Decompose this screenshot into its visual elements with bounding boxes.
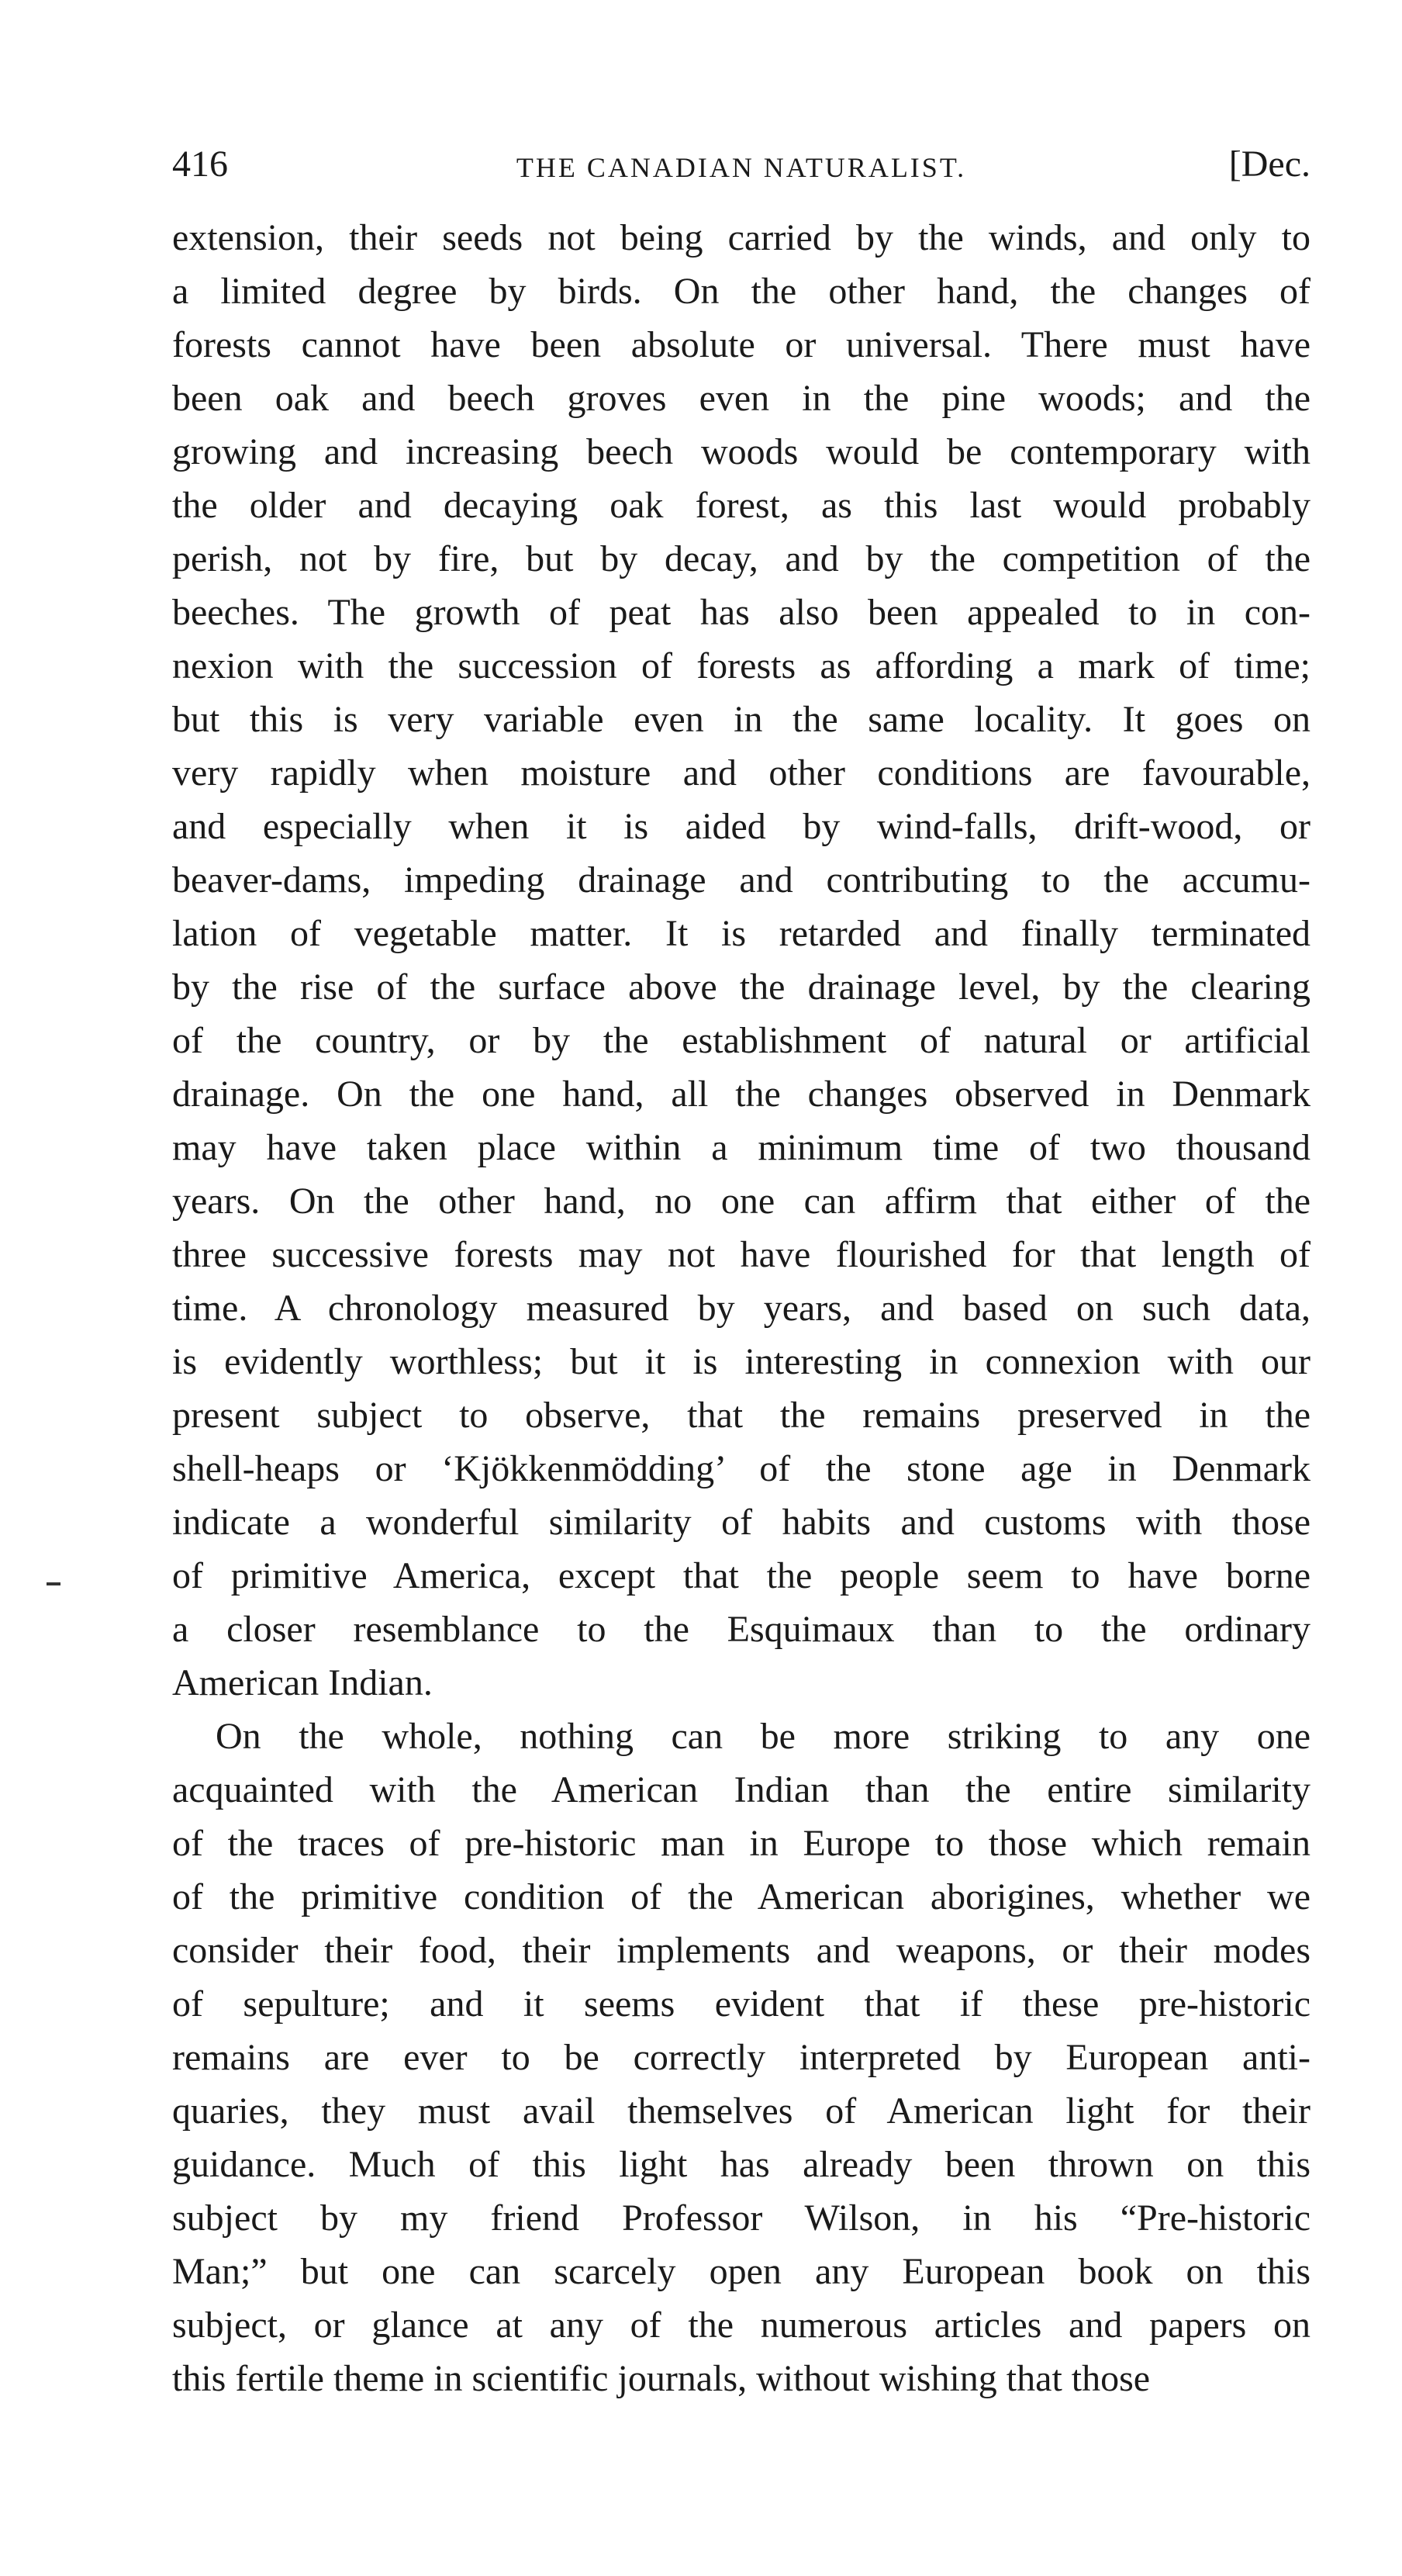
issue-date: [Dec. <box>1228 143 1310 185</box>
text-line: guidance. Much of this light has already been thrown on this <box>172 2144 1310 2185</box>
text-line: this fertile theme in scientific journals, without wishing that those <box>172 2358 1151 2399</box>
text-line: acquainted with the American Indian than the entire similarity <box>172 1769 1310 1810</box>
text-line: the older and decaying oak forest, as this last would probably <box>172 485 1310 526</box>
text-line: quaries, they must avail themselves of American light for their <box>172 2090 1310 2132</box>
text-line: remains are ever to be correctly interpreted by European anti- <box>172 2037 1310 2078</box>
text-line: and especially when it is aided by wind-falls, drift-wood, or <box>172 806 1310 847</box>
text-line: indicate a wonderful similarity of habits and customs with those <box>172 1502 1310 1543</box>
text-line: Man;” but one can scarcely open any European book on this <box>172 2251 1310 2292</box>
text-line: beeches. The growth of peat has also been appealed to in con- <box>172 592 1310 633</box>
text-line: drainage. On the one hand, all the changes observed in Denmark <box>172 1074 1310 1115</box>
margin-mark <box>47 1582 60 1585</box>
paragraph-1 <box>172 211 1310 1710</box>
text-line: a limited degree by birds. On the other hand, the changes of <box>172 271 1310 312</box>
text-line: On the whole, nothing can be more striking to any one <box>216 1716 1310 1757</box>
paragraph-2 <box>172 1710 1310 2405</box>
text-line: a closer resemblance to the Esquimaux than to the ordinary <box>172 1609 1310 1650</box>
text-line: American Indian. <box>172 1662 433 1703</box>
text-line: extension, their seeds not being carried by the winds, and only to <box>172 217 1310 258</box>
text-line: of primitive America, except that the people seem to have borne <box>172 1555 1310 1596</box>
text-line: consider their food, their implements and weapons, or their modes <box>172 1930 1310 1971</box>
text-line: of the traces of pre-historic man in Europe to those which remain <box>172 1823 1310 1864</box>
text-line: forests cannot have been absolute or universal. There must have <box>172 324 1310 365</box>
text-line: may have taken place within a minimum time of two thousand <box>172 1127 1310 1168</box>
running-head <box>172 133 1310 195</box>
text-line: of sepulture; and it seems evident that if these pre-historic <box>172 1983 1310 2024</box>
body-text <box>172 211 1310 2405</box>
page-number: 416 <box>172 143 228 185</box>
text-line: subject by my friend Professor Wilson, in his “Pre-historic <box>172 2197 1310 2239</box>
text-line: present subject to observe, that the remains preserved in the <box>172 1395 1310 1436</box>
text-line: years. On the other hand, no one can affirm that either of the <box>172 1181 1310 1222</box>
text-line: lation of vegetable matter. It is retarded and finally terminated <box>172 913 1310 954</box>
text-line: shell-heaps or ‘Kjökkenmödding’ of the stone age in Denmark <box>172 1448 1310 1489</box>
text-line: of the country, or by the establishment of natural or artificial <box>172 1020 1310 1061</box>
text-line: of the primitive condition of the American aborigines, whether we <box>172 1876 1310 1917</box>
text-line: been oak and beech groves even in the pine woods; and the <box>172 378 1310 419</box>
text-line: by the rise of the surface above the drainage level, by the clearing <box>172 966 1310 1008</box>
text-line: very rapidly when moisture and other conditions are favourable, <box>172 752 1310 794</box>
text-line: but this is very variable even in the same locality. It goes on <box>172 699 1310 740</box>
text-line: time. A chronology measured by years, and based on such data, <box>172 1288 1310 1329</box>
text-line: is evidently worthless; but it is interesting in connexion with our <box>172 1341 1310 1382</box>
text-line: perish, not by fire, but by decay, and by the competition of the <box>172 538 1310 579</box>
text-line: nexion with the succession of forests as affording a mark of time; <box>172 645 1310 686</box>
text-line: beaver-dams, impeding drainage and contributing to the accumu- <box>172 859 1310 901</box>
text-line: three successive forests may not have flourished for that length of <box>172 1234 1310 1275</box>
journal-title: THE CANADIAN NATURALIST. <box>516 152 967 183</box>
text-line: growing and increasing beech woods would be contemporary with <box>172 431 1310 472</box>
text-line: subject, or glance at any of the numerous articles and papers on <box>172 2305 1310 2346</box>
